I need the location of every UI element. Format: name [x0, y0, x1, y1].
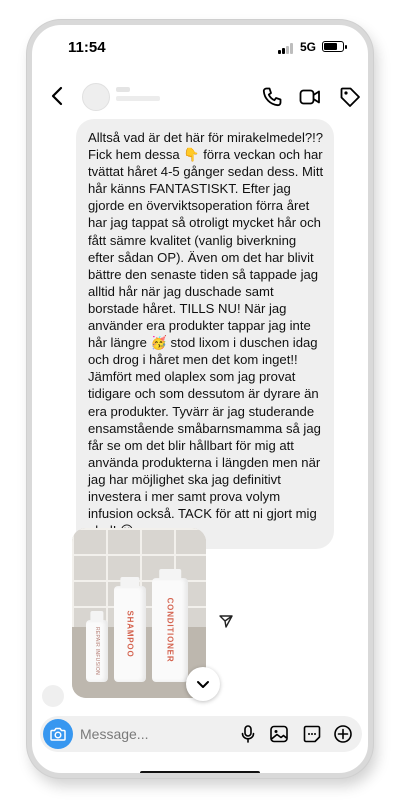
battery-icon [322, 41, 344, 52]
paper-plane-icon[interactable] [218, 613, 234, 629]
sticker-icon[interactable] [302, 724, 322, 744]
camera-button[interactable] [43, 719, 73, 749]
message-bubble[interactable] [76, 119, 334, 549]
microphone-icon[interactable] [238, 724, 258, 744]
message-text: Alltså vad är det här för mirakelmedel?!? Fick hem dessa 👇 förra veckan och har tvättat håret 4-5 gånger sedan dess. Mitt hår känns FANTASTISKT. Efter jag gjorde en överviktsoperation förra året har jag tappat så otroligt mycket hår och fått sämre kvalitet (vanlig biverkning efter sådan OP). Även om det har blivit bättre den senaste tiden så tappade jag alltid hår när jag duschade samt borstade håret. TILLS NU! När jag använder era produkter tappar jag inte hår längre 🥳 stod lixom i duschen idag och drog i håret men det kom inget!! Jämfört med olaplex som jag provat tidigare och som dessutom är dyrare än era produkter. Tyvärr är jag studerande ensamstående småbarnsmamma så jag får se om det blir hållbart för mig att använda produkterna i längden men när jag har möjlighet ska jag definitivt investera i mer samt prova volym infusion också. TACK för att ni gjort mig [88, 130, 324, 522]
message-composer [40, 716, 362, 752]
home-indicator [140, 771, 260, 775]
bottle-label: SHAMPOO [125, 610, 135, 658]
tag-icon[interactable] [338, 85, 362, 109]
bottle-repair-infusion [86, 620, 108, 682]
plus-circle-icon[interactable] [333, 724, 353, 744]
chevron-down-icon [195, 676, 211, 692]
phone-frame [27, 20, 373, 778]
bottle-label: CONDITIONER [165, 597, 175, 663]
redacted-username-bar [116, 96, 160, 101]
battery-level [324, 43, 337, 50]
photo-attachment[interactable] [72, 528, 206, 698]
video-camera-icon[interactable] [298, 85, 322, 109]
contact-name[interactable] [116, 81, 196, 107]
chat-header [32, 75, 368, 119]
message-input[interactable] [80, 716, 240, 752]
signal-icon [278, 43, 296, 54]
bottle-shampoo [114, 586, 146, 682]
camera-icon [49, 725, 67, 743]
phone-icon[interactable] [260, 85, 284, 109]
bottle-conditioner [152, 578, 188, 682]
status-time: 11:54 [68, 39, 106, 56]
network-type: 5G [300, 40, 317, 54]
status-bar [32, 25, 368, 69]
image-icon[interactable] [269, 724, 289, 744]
redacted-name-bar [116, 87, 130, 92]
chevron-left-icon[interactable] [48, 85, 68, 107]
sender-avatar [42, 685, 64, 707]
scroll-down-button[interactable] [186, 667, 220, 701]
avatar[interactable] [82, 83, 110, 111]
bottle-label: REPAIR INFUSION [94, 626, 100, 676]
